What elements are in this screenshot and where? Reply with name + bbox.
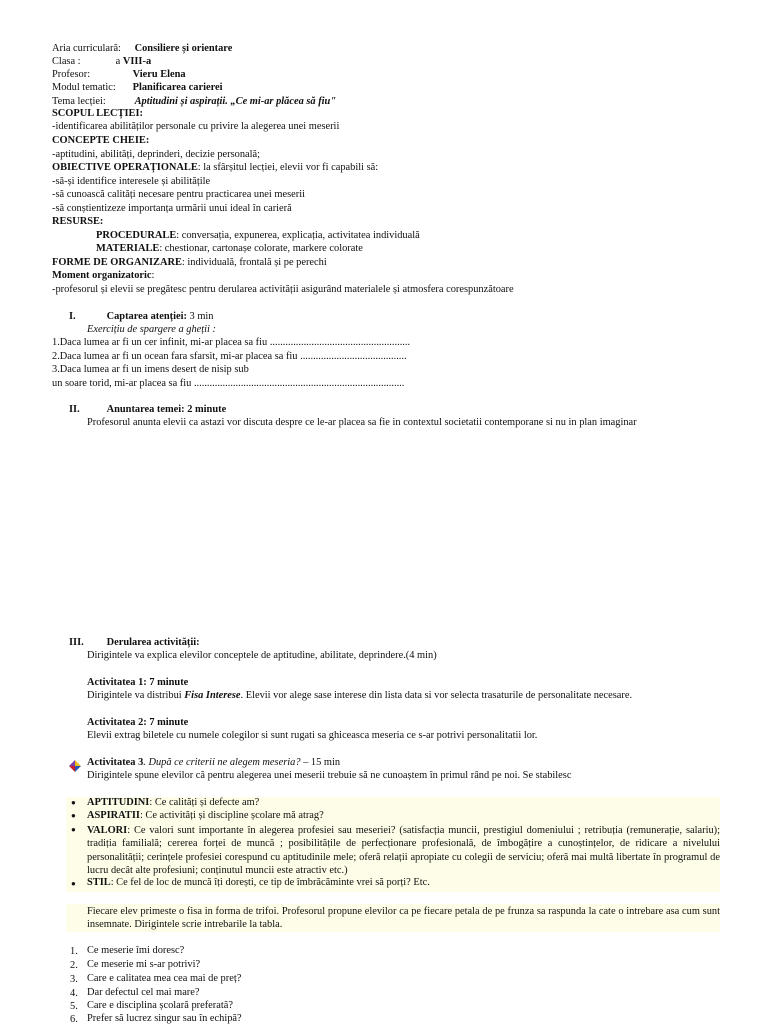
obiectiv-item: -să conștientizeze importanța urmării unui ideal în carieră (52, 203, 292, 214)
criterion-stil (87, 878, 430, 888)
activity3-title-line (87, 758, 340, 768)
question-text: Dar defectul cel mai mare? (87, 987, 200, 998)
section3-title: Derularea activității: (106, 637, 200, 648)
criterion-text: : Ce calități și defecte am? (149, 797, 260, 808)
black-dot-bullet-icon: ● (71, 798, 76, 807)
profesor-value: Vieru Elena (132, 69, 186, 80)
obiective-line (52, 163, 378, 173)
procedurale-line (96, 231, 420, 241)
criterion-valori (87, 824, 720, 877)
question-number: 2. (70, 960, 78, 971)
question-number: 4. (70, 988, 78, 999)
obiectiv-item: -să-și identifice interesele și abilitățile (52, 176, 211, 187)
section3-title-line (69, 638, 200, 648)
activity1-text-post: . Elevii vor alege sase interese din lista data si vor selecta trasaturile de personalitate necesare. (240, 690, 633, 701)
activity2-text: Elevii extrag biletele cu numele colegilor si sunt rugati sa ghiceasca meseria ce s-ar potrivi personalitatii lor. (87, 730, 538, 741)
section3-numeral: III. (69, 637, 84, 648)
modul-line (52, 83, 223, 93)
section1-subtitle-colon: : (209, 324, 216, 335)
section1-subtitle: Exercițiu de spargere a gheții (87, 324, 210, 335)
resurse-heading: RESURSE: (52, 216, 104, 227)
question-number: 6. (70, 1014, 78, 1025)
activity1-fisa: Fisa Interese (184, 690, 241, 701)
moment-text: -profesorul și elevii se pregătesc pentru derularea activității asigurând materialele și atmosfera corespunzătoare (52, 284, 514, 295)
forme-label: FORME DE ORGANIZARE (52, 257, 182, 268)
question-text: Care e disciplina școlară preferată? (87, 1000, 233, 1011)
trifoi-paragraph: Fiecare elev primeste o fisa in forma de trifoi. Profesorul propune elevilor ca pe fiecare petala de pe frunza sa raspunda la cate o intrebare asa cum sunt insemnate. Dirigintele scrie intrebarile la tabla. (87, 906, 720, 931)
tema-label: Tema lecției: (52, 96, 106, 107)
materiale-line (96, 244, 363, 254)
modul-value: Planificarea carierei (132, 82, 223, 93)
question-text: Care e calitatea mea cea mai de preț? (87, 973, 242, 984)
tema-line (52, 97, 336, 107)
criterion-label: ASPIRATII (87, 810, 140, 821)
activity1-title: Activitatea 1: 7 minute (87, 677, 189, 688)
materiale-label: MATERIALE (96, 243, 160, 254)
section2-title-line (69, 405, 226, 415)
icebreaker-line: un soare torid, mi-ar placea sa fiu ................................................................................. (52, 378, 405, 389)
section2-numeral: II. (69, 404, 80, 415)
question-text: Ce meserie mi s-ar potrivi? (87, 959, 201, 970)
question-number: 1. (70, 946, 78, 957)
section2-title: Anuntarea temei: 2 minute (106, 404, 227, 415)
clasa-prefix: a (115, 56, 121, 67)
obiective-heading: OBIECTIVE OPERAȚIONALE (52, 162, 198, 173)
section1-title: Captarea atenției: (106, 311, 187, 322)
scop-text: -identificarea abilităților personale cu privire la alegerea unei meserii (52, 121, 340, 132)
black-dot-bullet-icon: ● (71, 825, 76, 834)
criterion-aptitudini (87, 798, 259, 808)
icebreaker-line: 3.Daca lumea ar fi un imens desert de nisip sub (52, 364, 249, 375)
icebreaker-line: 1.Daca lumea ar fi un cer infinit, mi-ar placea sa fiu ...................................................... (52, 337, 411, 348)
activity3-title: Activitatea 3 (87, 757, 144, 768)
materiale-text: : chestionar, cartonașe colorate, markere colorate (159, 243, 363, 254)
forme-text: : individuală, frontală și pe perechi (181, 257, 327, 268)
activity3-text: Dirigintele spune elevilor că pentru alegerea unei meserii trebuie să ne cunoaștem în primul rând pe noi. Se stabilesc (87, 770, 572, 781)
obiective-intro: : la sfârșitul lecției, elevii vor fi capabili să: (197, 162, 379, 173)
criterion-aspiratii (87, 811, 324, 821)
question-text: Ce meserie îmi doresc? (87, 945, 185, 956)
activity1-text-pre: Dirigintele va distribui (87, 690, 185, 701)
aria-label: Aria curriculară: (52, 43, 121, 54)
icebreaker-line: 2.Daca lumea ar fi un ocean fara sfarsit, mi-ar placea sa fiu ......................................... (52, 351, 407, 362)
colored-diamond-bullet-icon (69, 760, 81, 772)
question-text: Prefer să lucrez singur sau în echipă? (87, 1013, 242, 1024)
moment-colon: : (151, 270, 155, 281)
aria-value: Consiliere și orientare (134, 43, 233, 54)
concepte-text: -aptitudini, abilități, deprinderi, decizie personală; (52, 149, 261, 160)
tema-quote: . „Ce mi-ar plăcea să fiu" (225, 96, 337, 107)
criterion-text: : Ce fel de loc de muncă îți dorești, ce tip de îmbrăcăminte vrei să porți? Etc. (110, 877, 430, 888)
question-number: 3. (70, 974, 78, 985)
aria-curriculara-line (52, 44, 232, 54)
section1-numeral: I. (69, 311, 76, 322)
profesor-line (52, 70, 186, 80)
criterion-label: STIL (87, 877, 111, 888)
question-number: 5. (70, 1001, 78, 1012)
tema-value: Aptitudini și aspirații (134, 96, 226, 107)
concepte-heading: CONCEPTE CHEIE: (52, 135, 150, 146)
profesor-label: Profesor: (52, 69, 91, 80)
moment-line (52, 271, 154, 281)
clasa-value: VIII-a (122, 56, 152, 67)
moment-heading: Moment organizatoric (52, 270, 152, 281)
criterion-label: APTITUDINI (87, 797, 150, 808)
activity3-duration: – 15 min (300, 757, 341, 768)
section2-text: Profesorul anunta elevii ca astazi vor discuta despre ce le-ar placea sa fie in contextul societatii contemporane si nu in plan imaginar (87, 417, 637, 428)
clasa-line (52, 57, 151, 67)
section3-intro: Dirigintele va explica elevilor conceptele de aptitudine, abilitate, deprindere.(4 min) (87, 650, 437, 661)
criterion-text: : Ce activități și discipline școlare mă atrag? (139, 810, 324, 821)
scop-heading: SCOPUL LECȚIEI: (52, 108, 143, 119)
black-dot-bullet-icon: ● (71, 879, 76, 888)
forme-line (52, 258, 327, 268)
procedurale-label: PROCEDURALE (96, 230, 177, 241)
activity2-title: Activitatea 2: 7 minute (87, 717, 189, 728)
section1-title-line (69, 312, 214, 322)
section1-duration: 3 min (186, 311, 214, 322)
criterion-text: : Ce valori sunt importante în alegerea profesiei sau meseriei? (satisfacția muncii, prestigiul domeniului ; retribuția (remunerație, salariu); tradiția familială; cererea forței de muncă ; posibilitățile de perfecționare profesională, de îmbogățire a cunoștințelor, de ridicare a nivelului personalității; cerințele profesiei corespund cu aptitudinile mele; oferă relații apropiate cu colegii de serviciu; oferă mai multă libertate în programul de lucru decât alte profesiuni; conținutul muncii este atractiv etc.) (87, 825, 720, 876)
section1-subtitle-line (87, 325, 216, 335)
clasa-label: Clasa : (52, 56, 81, 67)
activity3-question: . După ce criterii ne alegem meseria? (143, 757, 301, 768)
obiectiv-item: -să cunoască calități necesare pentru practicarea unei meserii (52, 189, 305, 200)
criterion-label: VALORI (87, 825, 128, 836)
black-dot-bullet-icon: ● (71, 811, 76, 820)
modul-label: Modul tematic: (52, 82, 116, 93)
procedurale-text: : conversația, expunerea, explicația, activitatea individuală (176, 230, 420, 241)
activity1-text (87, 691, 632, 701)
